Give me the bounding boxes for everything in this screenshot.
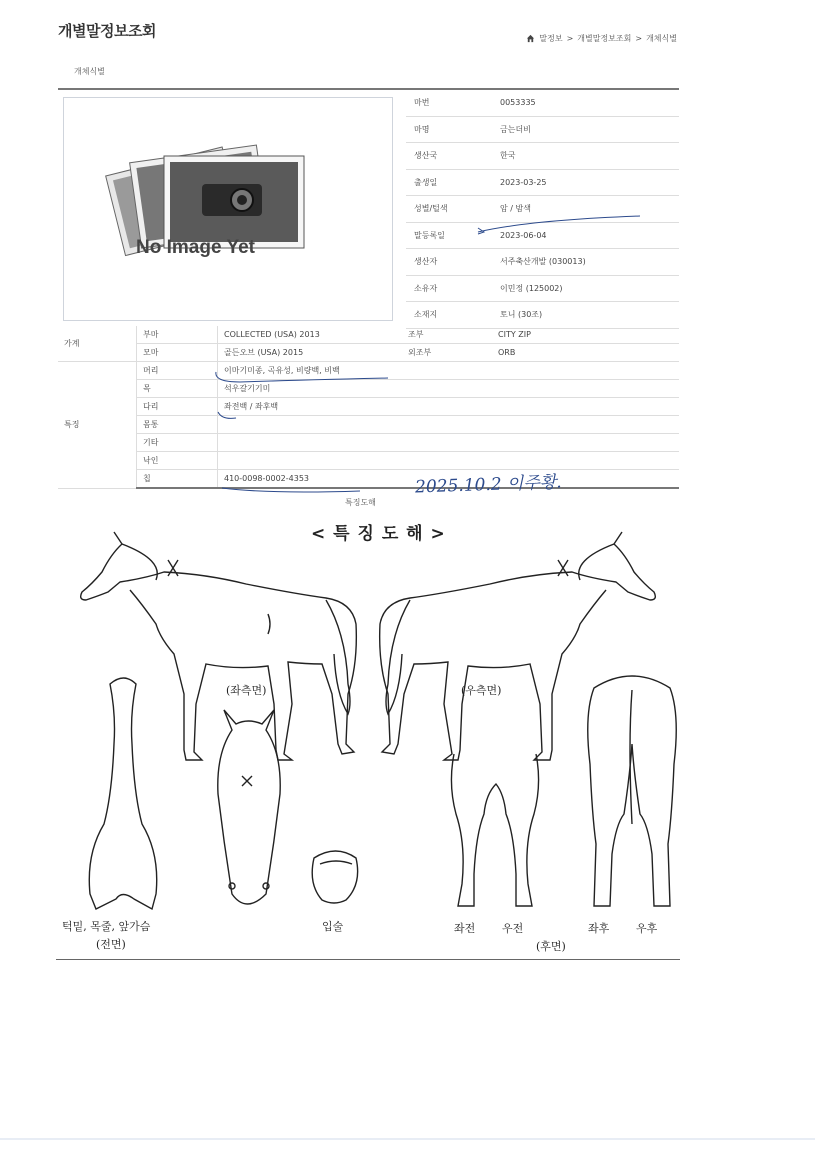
feature-other-value [218, 434, 680, 452]
table-row [406, 143, 679, 170]
label-rear: (후면) [536, 940, 566, 953]
horse-photo [63, 97, 393, 321]
label-front-sub: (전면) [96, 938, 126, 951]
pedigree-group-label: 가계 [58, 326, 137, 362]
handwritten-signature: 2025.10.2 이주황. [414, 472, 562, 498]
label-right-hind: 우후 [636, 922, 658, 935]
breadcrumb [526, 33, 677, 44]
info-label: 생산자 [406, 249, 496, 276]
head-front-view [218, 710, 280, 904]
scan-edge [0, 1138, 815, 1140]
front-view [89, 678, 156, 909]
info-value: 서주축산개발 (030013) [496, 249, 679, 276]
info-value: 0053335 [496, 90, 679, 116]
feature-brand-label: 낙인 [137, 452, 218, 470]
label-left-hind: 좌후 [588, 922, 610, 935]
breadcrumb-separator: > [566, 34, 574, 43]
label-right-front: 우전 [502, 922, 524, 935]
info-label: 마명 [406, 116, 496, 143]
info-label: 말등록일 [406, 222, 496, 249]
info-value: 암 / 밤색 [496, 196, 679, 223]
breadcrumb-separator: > [635, 34, 643, 43]
info-label: 성별/털색 [406, 196, 496, 223]
photo-placeholder-icon [64, 98, 392, 320]
feature-legs-value: 좌전백 / 좌후백 [218, 398, 680, 416]
table-row [58, 326, 679, 344]
left-side-horse [81, 532, 357, 760]
label-left-front: 좌전 [454, 922, 476, 935]
feature-diagram [56, 514, 680, 960]
info-label: 소유자 [406, 275, 496, 302]
info-value: 한국 [496, 143, 679, 170]
diagram-title: < 특 징 도 해 > [311, 524, 446, 544]
feature-chip-value: 410-0098-0002-4353 [218, 470, 680, 489]
feature-chip-label: 칩 [137, 470, 218, 489]
damsire-label: 외조부 [402, 344, 492, 362]
label-lips: 입술 [322, 920, 344, 933]
info-value: 2023-06-04 [496, 222, 679, 249]
sire-label: 부마 [137, 326, 218, 344]
page-title: 개별말정보조회 [58, 22, 156, 40]
info-value: 이민정 (125002) [496, 275, 679, 302]
feature-other-label: 기타 [137, 434, 218, 452]
feature-head-label: 머리 [137, 362, 218, 380]
table-row [406, 302, 679, 329]
info-value: 금는더비 [496, 116, 679, 143]
rear-view [588, 676, 677, 906]
table-row [406, 116, 679, 143]
features-group-label: 특징 [58, 362, 137, 489]
info-label: 출생일 [406, 169, 496, 196]
table-row [406, 196, 679, 223]
table-row [406, 222, 679, 249]
info-label: 생산국 [406, 143, 496, 170]
label-front: 턱밑, 목줄, 앞가슴 [62, 920, 151, 933]
feature-head-value: 이마기미종, 곡유성, 비량백, 비백 [218, 362, 680, 380]
lips-view [312, 851, 357, 903]
feature-brand-value [218, 452, 680, 470]
table-row [58, 398, 679, 416]
breadcrumb-item-individual-info[interactable]: 개별말정보조회 [577, 34, 632, 43]
home-icon[interactable] [526, 34, 535, 43]
table-row [58, 452, 679, 470]
table-row [58, 344, 679, 362]
no-image-text: No Image Yet [136, 237, 255, 258]
feature-neck-value: 석우갈기기미 [218, 380, 680, 398]
horse-outline-drawing [56, 514, 680, 959]
info-label: 마번 [406, 90, 496, 116]
table-row [406, 169, 679, 196]
dam-label: 모마 [137, 344, 218, 362]
feature-body-value [218, 416, 680, 434]
breadcrumb-item-horse-info[interactable]: 말정보 [539, 34, 563, 43]
grandsire-value: CITY ZIP [492, 326, 679, 344]
feature-body-label: 몸통 [137, 416, 218, 434]
feature-legs-label: 다리 [137, 398, 218, 416]
tab-identification[interactable]: 개체식별 [74, 67, 105, 76]
label-right-side: (우측면) [461, 684, 502, 697]
table-row [58, 434, 679, 452]
table-row [58, 362, 679, 380]
feature-neck-label: 목 [137, 380, 218, 398]
table-row [58, 380, 679, 398]
sire-value: COLLECTED (USA) 2013 [218, 326, 403, 344]
dam-value: 골든오브 (USA) 2015 [218, 344, 403, 362]
horse-info-table [406, 90, 679, 329]
right-side-horse [380, 532, 656, 760]
info-label: 소재지 [406, 302, 496, 329]
info-value: 토니 (30조) [496, 302, 679, 329]
info-value: 2023-03-25 [496, 169, 679, 196]
label-left-side: (좌측면) [226, 684, 267, 697]
diagram-caption: 특징도해 [345, 498, 376, 507]
table-row [406, 249, 679, 276]
front-legs-view [451, 754, 538, 906]
pedigree-features-table [58, 326, 679, 489]
table-row [58, 470, 679, 489]
damsire-value: ORB [492, 344, 679, 362]
grandsire-label: 조부 [402, 326, 492, 344]
table-row [58, 416, 679, 434]
table-row [406, 90, 679, 116]
breadcrumb-item-identification: 개체식별 [646, 34, 677, 43]
table-row [406, 275, 679, 302]
